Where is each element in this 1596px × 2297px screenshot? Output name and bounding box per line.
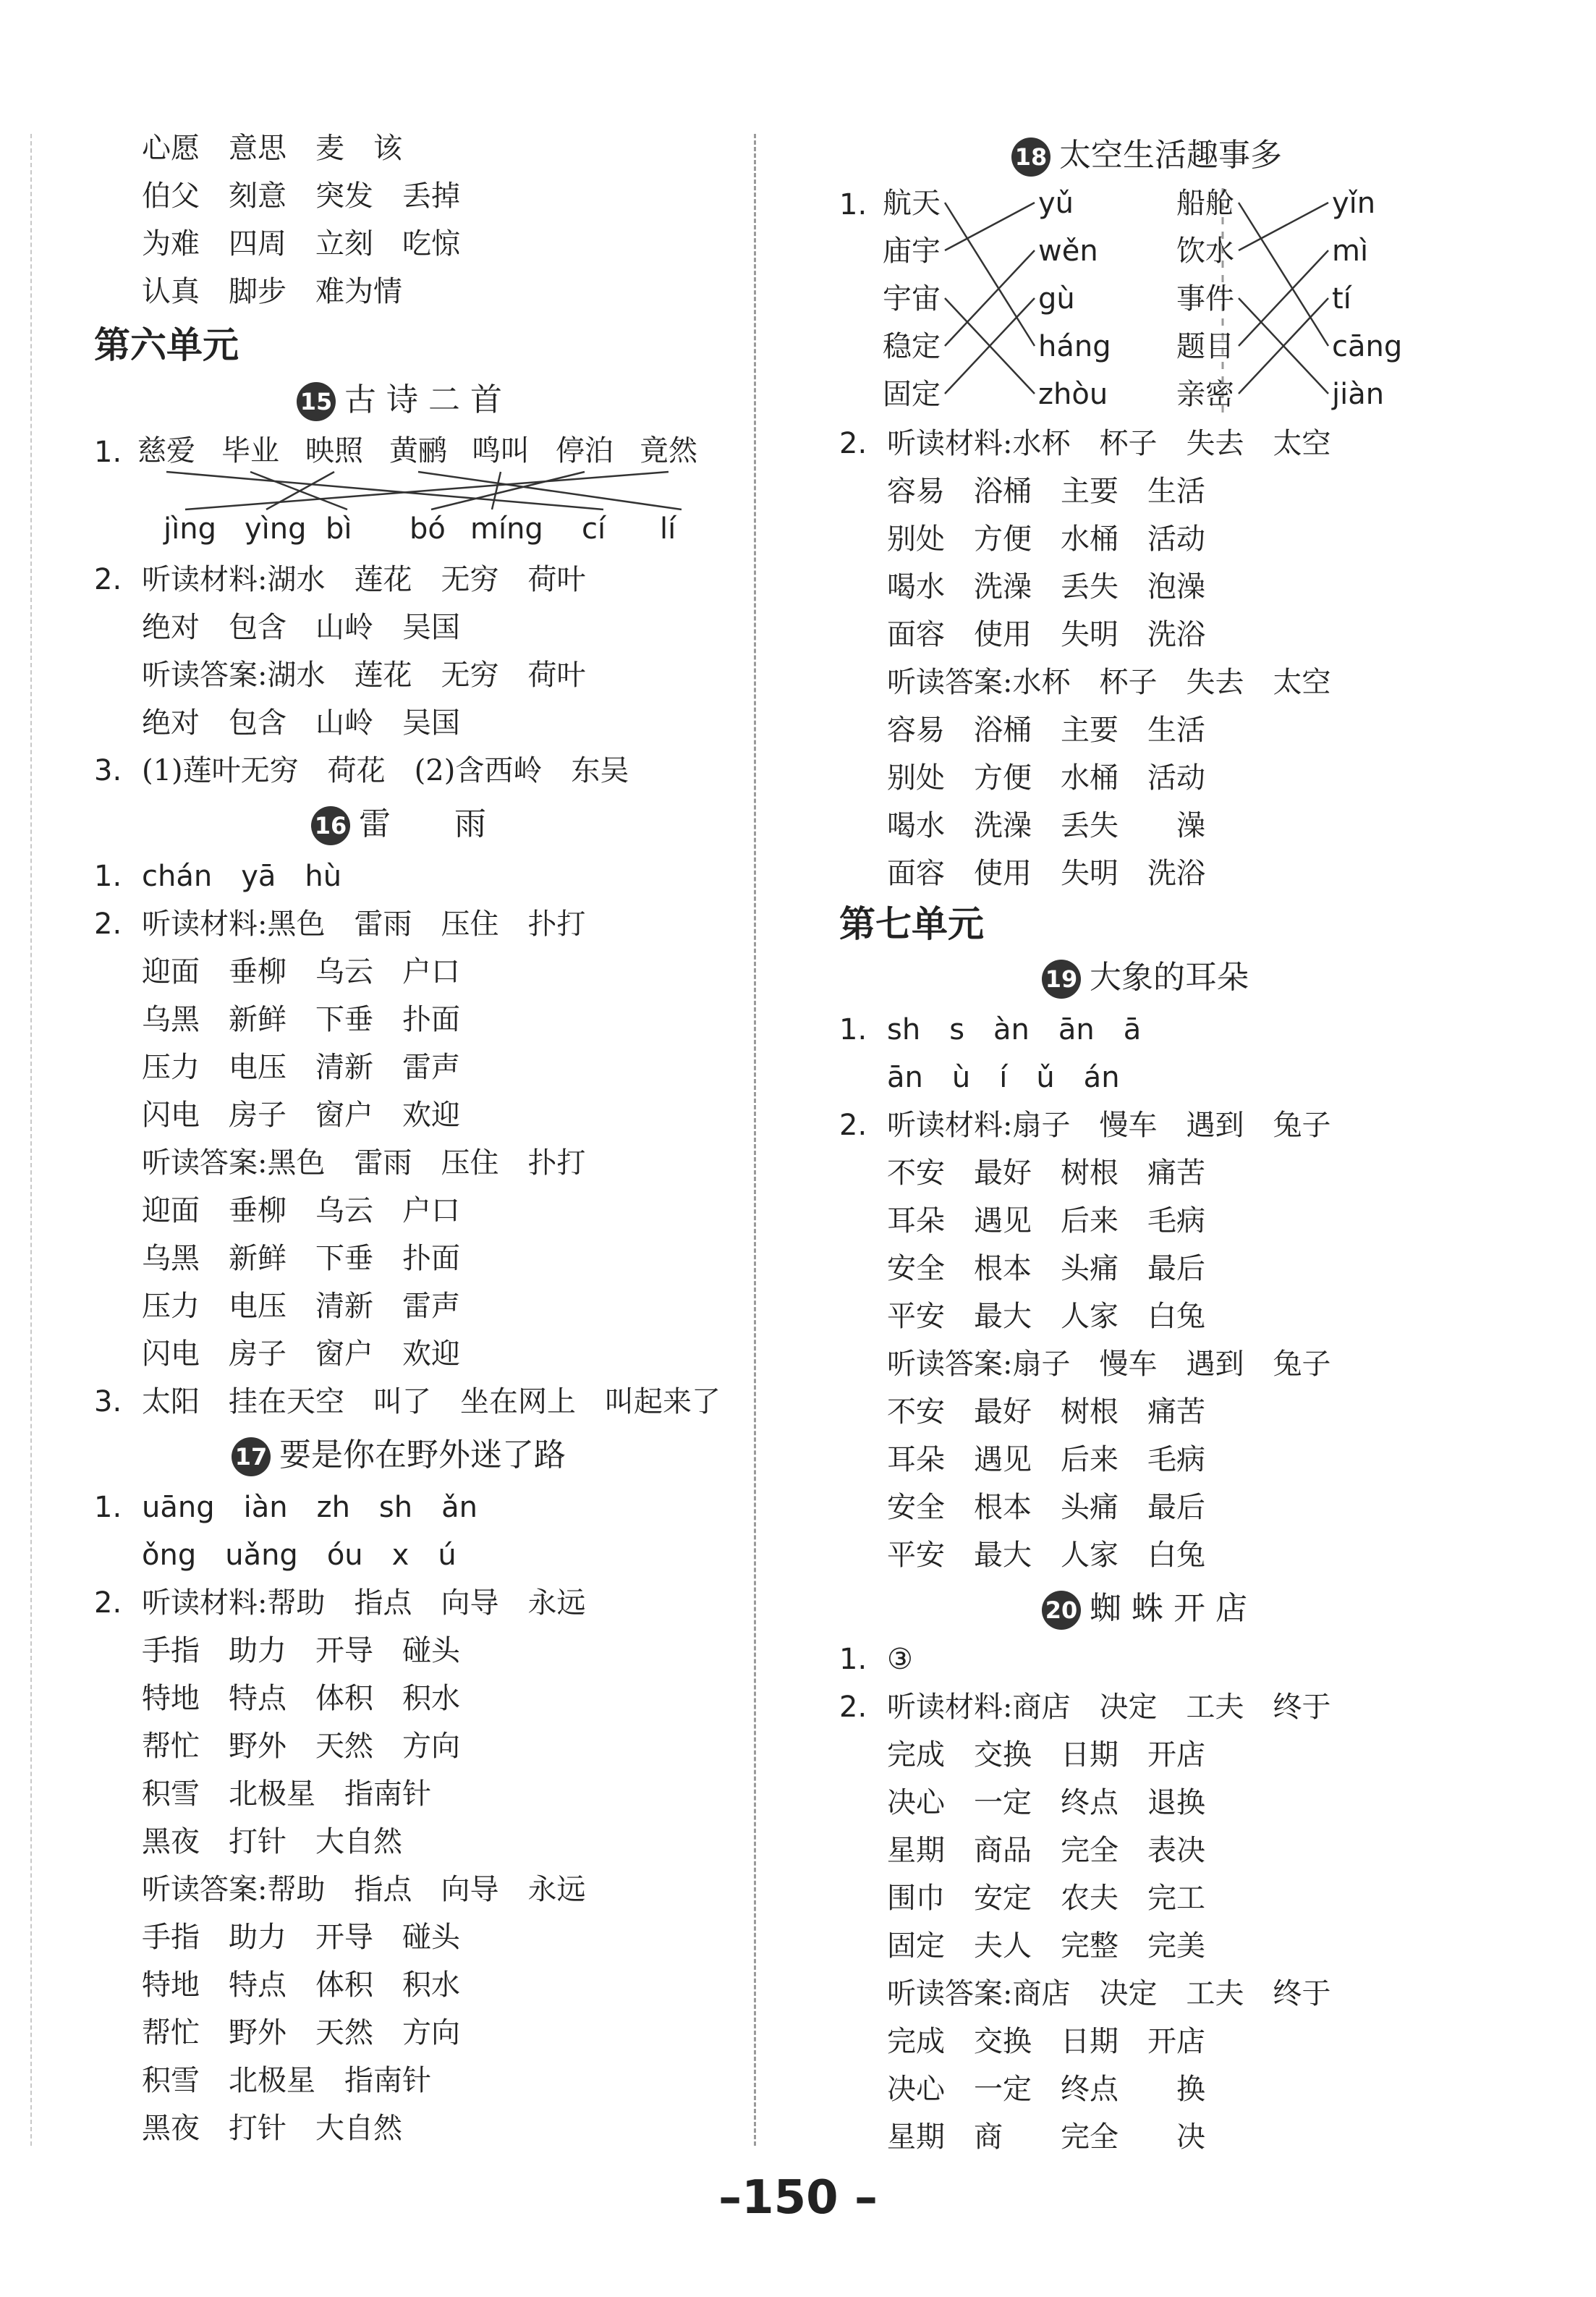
listening-line: 特地 特点 体积 积水 — [142, 1968, 460, 2002]
listening-line: 听读材料:帮助 指点 向导 永远 — [142, 1586, 586, 1620]
pinyin-answer: chán yā hù — [142, 860, 342, 893]
listening-line: 手指 助力 开导 碰头 — [142, 1634, 460, 1667]
lesson-title: 18 太空生活趣事多 — [1011, 132, 1282, 179]
listening-line: 喝水 洗澡 丢失 澡 — [887, 809, 1205, 842]
match-pinyin: yìng — [245, 512, 307, 546]
match-word: 亲密 — [1176, 378, 1234, 411]
listening-line: 迎面 垂柳 乌云 户口 — [142, 1194, 460, 1227]
question-number: 2. — [839, 1691, 867, 1724]
match-pinyin: bì — [326, 512, 352, 546]
match-line — [492, 472, 501, 509]
listening-line: 容易 浴桶 主要 生活 — [887, 475, 1205, 508]
match-word: 停泊 — [556, 434, 614, 468]
lesson-number-badge: 15 — [297, 382, 336, 421]
question-number: 2. — [94, 1586, 122, 1620]
listening-line: 面容 使用 失明 洗浴 — [887, 618, 1205, 651]
listening-line: 黑夜 打针 大自然 — [142, 1825, 402, 1858]
question-number: 3. — [94, 1385, 122, 1418]
listening-line: 帮忙 野外 天然 方向 — [142, 2016, 460, 2049]
listening-line: 听读材料:商店 决定 工夫 终于 — [887, 1691, 1331, 1724]
vocab-line: 心愿 意思 麦 该 — [142, 132, 402, 165]
match-pinyin: cí — [582, 512, 606, 546]
page-number: –150 – — [718, 2171, 878, 2225]
match-line — [185, 472, 668, 509]
match-pinyin: bó — [409, 512, 446, 546]
vocab-line: 认真 脚步 难为情 — [142, 275, 402, 308]
vocab-line: 为难 四周 立刻 吃惊 — [142, 227, 460, 261]
listening-line: 听读材料:黑色 雷雨 压住 扑打 — [142, 908, 586, 941]
match-line — [945, 203, 1035, 250]
listening-line: 喝水 洗澡 丢失 泡澡 — [887, 570, 1205, 604]
listening-line: 特地 特点 体积 积水 — [142, 1682, 460, 1715]
match-word: 映照 — [305, 434, 363, 468]
match-pinyin: cāng — [1332, 330, 1403, 363]
match-word: 题目 — [1176, 330, 1234, 363]
question-number: 1. — [94, 1491, 122, 1524]
listening-line: 压力 电压 清新 雷声 — [142, 1051, 460, 1084]
lesson-title: 19 大象的耳朵 — [1042, 954, 1249, 1002]
listening-line: 安全 根本 头痛 最后 — [887, 1252, 1205, 1285]
match-word: 固定 — [883, 378, 941, 411]
question-number: 1. — [94, 436, 122, 469]
question-number: 2. — [839, 1109, 867, 1142]
question-number: 1. — [839, 1013, 867, 1046]
listening-line: 星期 商 完全 决 — [887, 2120, 1205, 2154]
pinyin-answer: sh s àn ān ā — [887, 1013, 1142, 1046]
listening-line: 手指 助力 开导 碰头 — [142, 1921, 460, 1954]
listening-line: 完成 交换 日期 开店 — [887, 1738, 1205, 1772]
match-word: 稳定 — [883, 330, 941, 363]
match-pinyin: lí — [660, 512, 676, 546]
listening-line: 容易 浴桶 主要 生活 — [887, 714, 1205, 747]
listening-line: 压力 电压 清新 雷声 — [142, 1290, 460, 1323]
matching-exercise — [137, 428, 716, 551]
match-pinyin: jìng — [164, 512, 216, 546]
lesson-number-badge: 18 — [1011, 138, 1050, 177]
matching-exercise — [883, 181, 1534, 427]
answer-line: 太阳 挂在天空 叫了 坐在网上 叫起来了 — [142, 1385, 721, 1418]
left-margin-line — [30, 134, 32, 2146]
match-pinyin: wěn — [1038, 234, 1098, 268]
match-pinyin: zhòu — [1038, 378, 1108, 411]
match-line — [166, 472, 603, 509]
match-word: 事件 — [1176, 282, 1234, 316]
pinyin-answer: ǒng uǎng óu x ú — [142, 1539, 457, 1572]
match-line — [1239, 203, 1328, 346]
listening-line: 不安 最好 树根 痛苦 — [887, 1395, 1205, 1429]
match-word: 毕业 — [221, 434, 279, 468]
lesson-title: 16 雷 雨 — [311, 800, 486, 848]
column-divider — [754, 134, 756, 2146]
match-line — [945, 250, 1035, 346]
pinyin-answer: uāng iàn zh sh ǎn — [142, 1491, 477, 1524]
listening-line: 乌黑 新鲜 下垂 扑面 — [142, 1242, 460, 1275]
match-word: 慈爱 — [137, 434, 195, 468]
listening-line: 面容 使用 失明 洗浴 — [887, 857, 1205, 890]
listening-line: 别处 方便 水桶 活动 — [887, 523, 1205, 556]
listening-line: 闪电 房子 窗户 欢迎 — [142, 1099, 460, 1132]
listening-line: 固定 夫人 完整 完美 — [887, 1929, 1205, 1963]
match-pinyin: jiàn — [1332, 378, 1385, 411]
pinyin-answer: ān ù í ǔ án — [887, 1061, 1120, 1094]
match-pinyin: háng — [1038, 330, 1111, 363]
question-number: 2. — [94, 908, 122, 941]
match-word: 庙宇 — [883, 234, 941, 268]
listening-line: 帮忙 野外 天然 方向 — [142, 1730, 460, 1763]
match-pinyin: gù — [1038, 282, 1075, 316]
match-word: 航天 — [883, 187, 941, 220]
question-number: 2. — [94, 563, 122, 596]
listening-line: 积雪 北极星 指南针 — [142, 1777, 431, 1811]
match-line — [945, 203, 1035, 346]
listening-line: 不安 最好 树根 痛苦 — [887, 1156, 1205, 1190]
unit-heading: 第六单元 — [94, 323, 239, 366]
listening-line: 积雪 北极星 指南针 — [142, 2064, 431, 2097]
listening-line: 别处 方便 水桶 活动 — [887, 761, 1205, 795]
match-line — [1239, 250, 1328, 346]
match-word: 黄鹂 — [389, 434, 447, 468]
lesson-number-badge: 17 — [232, 1437, 271, 1476]
question-number: 3. — [94, 754, 122, 787]
listening-line: 迎面 垂柳 乌云 户口 — [142, 955, 460, 989]
answer-line: (1)莲叶无穷 荷花 (2)含西岭 东吴 — [142, 754, 629, 787]
listening-line: 完成 交换 日期 开店 — [887, 2025, 1205, 2058]
match-word: 竟然 — [640, 434, 697, 468]
listening-line: 闪电 房子 窗户 欢迎 — [142, 1337, 460, 1371]
unit-heading: 第七单元 — [839, 902, 984, 945]
question-number: 2. — [839, 427, 867, 460]
match-word: 鸣叫 — [472, 434, 530, 468]
listening-line: 听读材料:水杯 杯子 失去 太空 — [887, 427, 1331, 460]
match-pinyin: yǔ — [1038, 187, 1074, 220]
match-pinyin: yǐn — [1332, 187, 1376, 220]
match-line — [266, 472, 334, 509]
question-number: 1. — [839, 1643, 867, 1676]
listening-line: 听读答案:湖水 莲花 无穷 荷叶 — [142, 659, 586, 692]
match-word: 船舱 — [1176, 187, 1234, 220]
listening-line: 黑夜 打针 大自然 — [142, 2112, 402, 2145]
lesson-number-badge: 16 — [311, 806, 350, 845]
match-pinyin: míng — [470, 512, 543, 546]
listening-line: 听读答案:商店 决定 工夫 终于 — [887, 1977, 1331, 2010]
listening-line: 听读材料:扇子 慢车 遇到 兔子 — [887, 1109, 1331, 1142]
match-line — [1239, 203, 1328, 250]
lesson-title: 15 古 诗 二 首 — [297, 376, 502, 424]
lesson-number-badge: 20 — [1042, 1591, 1081, 1630]
match-word: 饮水 — [1176, 234, 1234, 268]
listening-line: 决心 一定 终点 换 — [887, 2073, 1205, 2106]
listening-line: 平安 最大 人家 白兔 — [887, 1539, 1205, 1572]
listening-line: 听读材料:湖水 莲花 无穷 荷叶 — [142, 563, 586, 596]
listening-line: 听读答案:扇子 慢车 遇到 兔子 — [887, 1348, 1331, 1381]
lesson-title: 20 蜘 蛛 开 店 — [1042, 1585, 1247, 1633]
match-word: 宇宙 — [883, 282, 941, 316]
listening-line: 绝对 包含 山岭 吴国 — [142, 611, 460, 644]
question-number: 1. — [839, 188, 867, 221]
listening-line: 耳朵 遇见 后来 毛病 — [887, 1204, 1205, 1238]
listening-line: 平安 最大 人家 白兔 — [887, 1300, 1205, 1333]
question-number: 1. — [94, 860, 122, 893]
lesson-number-badge: 19 — [1042, 960, 1081, 999]
match-pinyin: tí — [1332, 282, 1351, 316]
match-pinyin: mì — [1332, 234, 1369, 268]
vocab-line: 伯父 刻意 突发 丢掉 — [142, 179, 460, 213]
listening-line: 听读答案:帮助 指点 向导 永远 — [142, 1873, 586, 1906]
answer-line: ③ — [887, 1643, 913, 1676]
lesson-title: 17 要是你在野外迷了路 — [232, 1431, 566, 1479]
listening-line: 乌黑 新鲜 下垂 扑面 — [142, 1003, 460, 1036]
listening-line: 星期 商品 完全 表决 — [887, 1834, 1205, 1867]
listening-line: 耳朵 遇见 后来 毛病 — [887, 1443, 1205, 1476]
listening-line: 决心 一定 终点 退换 — [887, 1786, 1205, 1819]
listening-line: 安全 根本 头痛 最后 — [887, 1491, 1205, 1524]
listening-line: 听读答案:水杯 杯子 失去 太空 — [887, 666, 1331, 699]
listening-line: 围巾 安定 农夫 完工 — [887, 1882, 1205, 1915]
listening-line: 听读答案:黑色 雷雨 压住 扑打 — [142, 1146, 586, 1180]
listening-line: 绝对 包含 山岭 吴国 — [142, 706, 460, 740]
